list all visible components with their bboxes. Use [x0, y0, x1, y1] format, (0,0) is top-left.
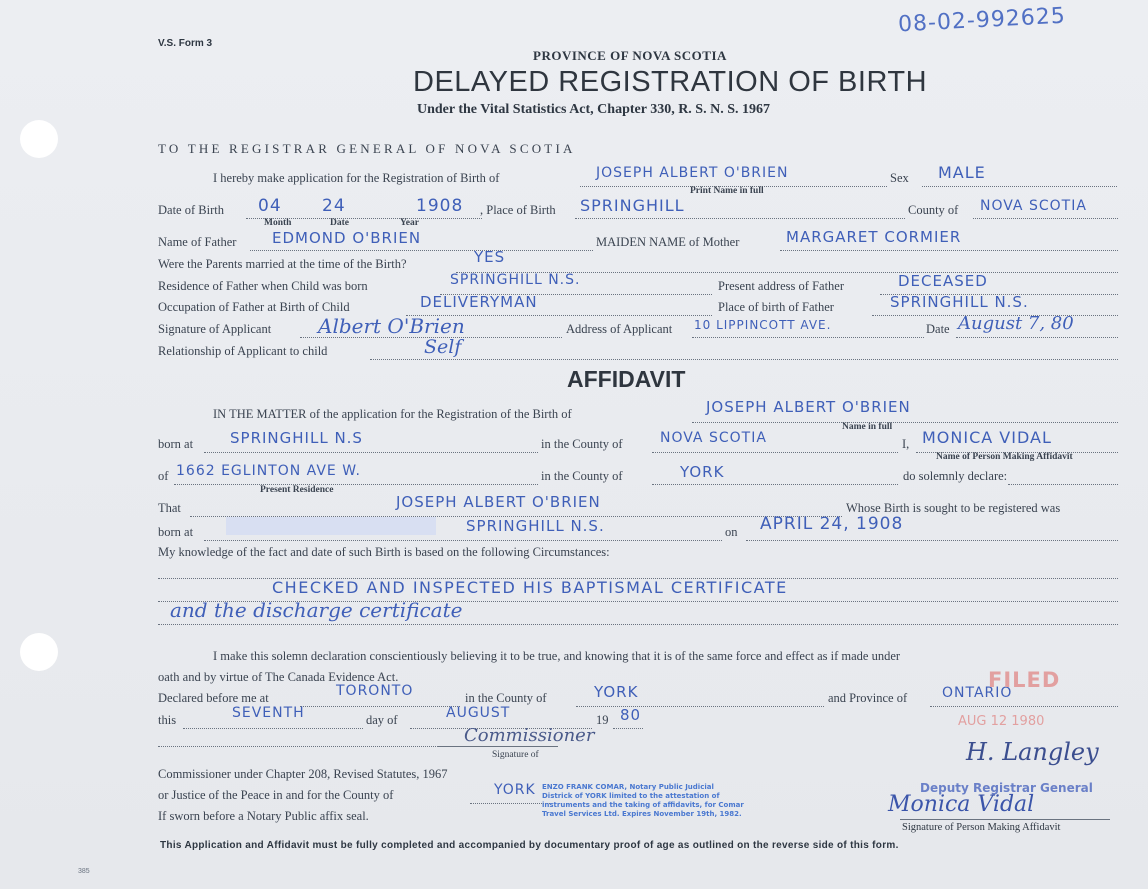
year-caption: Year: [400, 218, 419, 228]
relationship-value: Self: [424, 336, 462, 358]
applicant-signature-label: Signature of Applicant: [158, 322, 272, 336]
declared-value: TORONTO: [336, 683, 414, 699]
month-value: AUGUST: [446, 705, 511, 721]
province-label: and Province of: [828, 691, 908, 705]
i-label: I,: [902, 437, 910, 451]
on-label: on: [725, 525, 738, 539]
residence-value: SPRINGHILL N.S.: [450, 272, 581, 288]
father-value: EDMOND O'BRIEN: [272, 229, 422, 247]
page-subtitle: Under the Vital Statistics Act, Chapter 330, R. S. N. S. 1967: [417, 102, 770, 117]
applicant-address-value: 10 LIPPINCOTT AVE.: [694, 318, 832, 332]
notary-stamp-line: Districk of YORK limited to the attestation of: [542, 792, 720, 800]
deponent-signature: Monica Vidal: [888, 792, 1035, 817]
intro-label: I hereby make application for the Registration of Birth of: [213, 171, 500, 185]
dob-year-value: 1908: [416, 196, 464, 216]
date-label: Date: [926, 322, 950, 336]
county-label: County of: [908, 203, 959, 217]
knowledge-text: My knowledge of the fact and date of such Birth is based on the following Circumstances:: [158, 545, 610, 559]
notary-stamp: [542, 783, 744, 819]
place-value: SPRINGHILL: [580, 196, 685, 215]
dob-day-value: 24: [322, 196, 346, 216]
page-title: DELAYED REGISTRATION OF BIRTH: [413, 66, 928, 98]
born-at2-value: SPRINGHILL N.S.: [466, 517, 605, 535]
day-of-label: day of: [366, 713, 398, 727]
occupation-label: Occupation of Father at Birth of Child: [158, 300, 350, 314]
deponent-name: MONICA VIDAL: [922, 428, 1052, 447]
married-label: Were the Parents married at the time of the Birth?: [158, 257, 407, 271]
applicant-signature: Albert O'Brien: [318, 314, 465, 338]
relationship-label: Relationship of Applicant to child: [158, 344, 328, 358]
mother-value: MARGARET CORMIER: [786, 228, 962, 246]
of-label: of: [158, 469, 169, 483]
county-value-affidavit: NOVA SCOTIA: [660, 430, 767, 446]
sex-label: Sex: [890, 171, 909, 185]
occupation-value: DELIVERYMAN: [420, 293, 538, 311]
date-caption: Date: [330, 218, 349, 228]
justice-county: YORK: [494, 782, 536, 798]
commissioner-line: Commissioner under Chapter 208, Revised Statutes, 1967: [158, 767, 448, 781]
born-at2-label: born at: [158, 525, 194, 539]
this-label: this: [158, 713, 177, 727]
year-value: 80: [620, 706, 642, 724]
that-name: JOSEPH ALBERT O'BRIEN: [396, 493, 601, 511]
born-at-value: SPRINGHILL N.S: [230, 429, 363, 447]
addressee-line: TO THE REGISTRAR GENERAL OF NOVA SCOTIA: [158, 141, 576, 156]
born-at-label: born at: [158, 437, 194, 451]
notary-stamp-line: ENZO FRANK COMAR, Notary Public Judicial: [542, 783, 714, 791]
county-value: NOVA SCOTIA: [980, 198, 1087, 214]
circumstances-line-2: and the discharge certificate: [170, 598, 463, 622]
county3-value: YORK: [594, 683, 639, 701]
filed-date: AUG 12 1980: [958, 714, 1045, 729]
declare-text: do solemnly declare:: [903, 469, 1008, 483]
county3-label: in the County of: [465, 691, 547, 705]
dob-month-value: 04: [258, 196, 282, 216]
signature-of-caption: Signature of: [492, 750, 539, 760]
county-label-affidavit: in the County of: [541, 437, 623, 451]
deponent-residence: 1662 EGLINTON AVE W.: [176, 463, 361, 479]
notary-stamp-line: instruments and the taking of affidavits, for Comar: [542, 801, 744, 809]
footer-note: This Application and Affidavit must be fully completed and accompanied by documentary proof of age as outlined on the reverse side of this form.: [160, 840, 899, 851]
deponent-signature-caption: Signature of Person Making Affidavit: [902, 822, 1061, 833]
print-name-caption: Print Name in full: [690, 186, 764, 196]
affidavit-heading: AFFIDAVIT: [567, 366, 686, 392]
on-value: APRIL 24, 1908: [760, 514, 904, 534]
residence-caption: Present Residence: [260, 485, 334, 495]
child-name-value: JOSEPH ALBERT O'BRIEN: [596, 165, 789, 181]
notary-stamp-line: Travel Services Ltd. Expires November 19th, 1982.: [542, 810, 742, 818]
province-value: ONTARIO: [942, 685, 1013, 701]
commissioner-signature: Commissioner: [464, 725, 595, 746]
punch-hole: [20, 633, 58, 671]
whose-text: Whose Birth is sought to be registered was: [846, 501, 1061, 515]
married-value: YES: [474, 248, 506, 266]
applicant-address-label: Address of Applicant: [566, 322, 673, 336]
matter-text: IN THE MATTER of the application for the Registration of the Birth of: [213, 407, 572, 421]
place-label: , Place of Birth: [480, 203, 556, 217]
father-label: Name of Father: [158, 235, 237, 249]
dob-label: Date of Birth: [158, 203, 224, 217]
matter-name: JOSEPH ALBERT O'BRIEN: [706, 398, 911, 416]
declared-label: Declared before me at: [158, 691, 269, 705]
registrar-signature: H. Langley: [966, 738, 1099, 766]
registrar-title: Deputy Registrar General: [920, 781, 1093, 795]
present-address-value: DECEASED: [898, 272, 988, 290]
month-caption: Month: [264, 218, 292, 228]
father-birthplace-value: SPRINGHILL N.S.: [890, 293, 1029, 311]
file-number: 08-02-992625: [897, 3, 1067, 38]
notary-line: If sworn before a Notary Public affix seal.: [158, 809, 369, 823]
circumstances-line-1: CHECKED AND INSPECTED HIS BAPTISMAL CERTIFICATE: [272, 578, 788, 597]
mother-label: MAIDEN NAME of Mother: [596, 235, 740, 249]
county2-value: YORK: [680, 463, 725, 481]
redacted-area: [226, 517, 436, 535]
that-label: That: [158, 501, 181, 515]
province-heading: PROVINCE OF NOVA SCOTIA: [533, 48, 727, 63]
form-id: V.S. Form 3: [158, 38, 213, 49]
year-prefix: 19: [596, 713, 609, 727]
father-birthplace-label: Place of birth of Father: [718, 300, 834, 314]
filed-stamp: FILED: [988, 668, 1061, 692]
name-caption: Name in full: [842, 422, 893, 432]
corner-code: 385: [78, 868, 90, 875]
justice-line: or Justice of the Peace in and for the County of: [158, 788, 394, 802]
solemn-text-1: I make this solemn declaration conscientiously believing it to be true, and knowing that it is of the same force and effect as if made under: [213, 649, 901, 663]
application-date-value: August 7, 80: [958, 313, 1074, 334]
residence-label: Residence of Father when Child was born: [158, 279, 368, 293]
deponent-caption: Name of Person Making Affidavit: [936, 452, 1073, 462]
present-address-label: Present address of Father: [718, 279, 845, 293]
punch-hole: [20, 120, 58, 158]
day-value: SEVENTH: [232, 705, 305, 721]
solemn-text-2: oath and by virtue of The Canada Evidence Act.: [158, 670, 399, 684]
county2-label: in the County of: [541, 469, 623, 483]
sex-value: MALE: [938, 163, 986, 182]
